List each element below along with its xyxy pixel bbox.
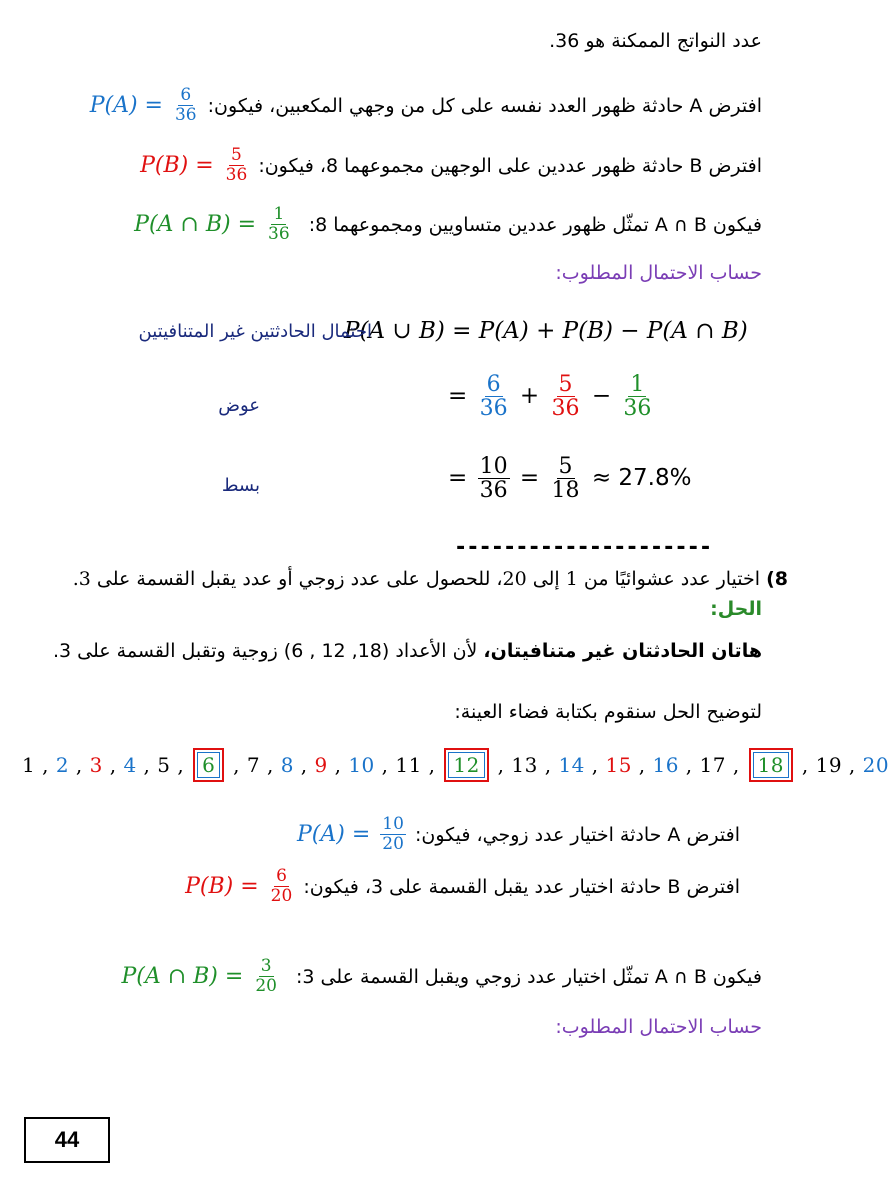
total-outcomes-line: عدد النواتج الممكنة هو 36. xyxy=(549,30,762,52)
q8-event-a-line: افترض A حادثة اختيار عدد زوجي، فيكون: P(A) = $\frac{10}{20}$ xyxy=(297,814,740,854)
required-probability-heading: حساب الاحتمال المطلوب: xyxy=(555,262,762,284)
sample-value: 8 xyxy=(280,753,294,777)
sample-value: 12 xyxy=(444,748,488,782)
sample-value: 9 xyxy=(314,753,328,777)
sample-value: 1 xyxy=(22,753,36,777)
sample-separator: , xyxy=(327,753,349,777)
substitution-line: = $\frac{6}{36}$ + $\frac{5}{36}$ − $\frac{1}{36}$ xyxy=(448,372,652,422)
sample-value: 14 xyxy=(558,753,585,777)
sample-separator: , xyxy=(584,753,606,777)
sample-space-list xyxy=(22,748,889,782)
sample-separator: , xyxy=(136,753,158,777)
sample-value: 3 xyxy=(89,753,103,777)
intersection-text: فيكون A ∩ B تمثّل ظهور عددين متساويين ومجموعهما 8: xyxy=(308,213,762,236)
section-separator: --------------------- xyxy=(454,535,712,560)
question-number: 8) xyxy=(766,568,788,590)
simplify-line: = $\frac{10}{36}$ = $\frac{5}{18}$ ≈ 27.8% xyxy=(448,454,692,504)
sample-value: 2 xyxy=(55,753,70,777)
event-b-probability: P(B) = $\frac{5}{36}$ xyxy=(140,145,248,185)
sample-value: 4 xyxy=(123,753,137,777)
union-formula-note: احتمال الحادثتين غير المتنافيتين xyxy=(138,321,372,342)
q8-required-probability-heading: حساب الاحتمال المطلوب: xyxy=(555,1016,762,1038)
event-b-line xyxy=(140,147,762,185)
sample-separator: , xyxy=(374,753,396,777)
sample-separator: , xyxy=(69,753,90,777)
sample-separator: , xyxy=(631,753,653,777)
sample-separator: , xyxy=(678,753,700,777)
sample-separator: , xyxy=(842,753,863,777)
sample-value: 6 xyxy=(193,748,224,782)
sample-separator: , xyxy=(537,753,559,777)
event-a-line xyxy=(90,87,762,125)
event-a-probability: P(A) = $\frac{6}{36}$ xyxy=(89,85,197,125)
question-8 xyxy=(73,568,788,590)
sample-space-intro: لتوضيح الحل سنقوم بكتابة فضاء العينة: xyxy=(454,701,762,723)
not-mutually-exclusive-claim: هاتان الحادثتان غير متنافيتان، لأن الأعداد (18, 12 , 6) زوجية وتقبل القسمة على 3. xyxy=(52,640,762,662)
sample-value: 15 xyxy=(605,753,632,777)
event-a-text: افترض A حادثة ظهور العدد نفسه على كل من وجهي المكعبين، فيكون: xyxy=(207,94,762,117)
sample-separator: , xyxy=(293,753,315,777)
sample-value: 11 xyxy=(395,753,422,777)
sample-separator: , xyxy=(102,753,124,777)
simplify-note: بسط xyxy=(221,475,260,496)
intersection-probability: P(A ∩ B) = $\frac{1}{36}$ xyxy=(134,204,290,244)
sample-value: 7 xyxy=(246,753,261,777)
sample-separator: , xyxy=(35,753,56,777)
sample-value: 13 xyxy=(511,753,538,777)
question-text: اختيار عدد عشوائيًا من 1 إلى 20، للحصول على عدد زوجي أو عدد يقبل القسمة على 3. xyxy=(72,568,761,590)
sample-value: 16 xyxy=(652,753,679,777)
sample-value: 10 xyxy=(348,753,375,777)
sample-separator: , xyxy=(260,753,281,777)
sample-value: 17 xyxy=(699,753,726,777)
event-b-text: افترض B حادثة ظهور عددين على الوجهين مجموعهما 8، فيكون: xyxy=(258,154,762,177)
intersection-line xyxy=(134,206,762,244)
sample-separator: , xyxy=(421,753,443,777)
union-formula: P(A ∪ B) = P(A) + P(B) − P(A ∩ B) xyxy=(344,318,748,344)
substitute-note: عوض xyxy=(218,395,260,416)
sample-value: 18 xyxy=(749,748,793,782)
sample-value: 5 xyxy=(157,753,171,777)
sample-separator: , xyxy=(170,753,192,777)
sample-value: 19 xyxy=(815,753,843,777)
sample-value: 20 xyxy=(862,753,889,777)
sample-separator: , xyxy=(725,753,747,777)
q8-intersection-line: فيكون A ∩ B تمثّل اختيار عدد زوجي ويقبل القسمة على 3: P(A ∩ B) = $\frac{3}{20}$ xyxy=(121,956,762,996)
solution-label: الحل: xyxy=(710,598,762,620)
q8-event-b-line: افترض B حادثة اختيار عدد يقبل القسمة على 3، فيكون: P(B) = $\frac{6}{20}$ xyxy=(185,866,740,906)
sample-separator: , xyxy=(226,753,247,777)
sample-separator: , xyxy=(490,753,512,777)
sample-separator: , xyxy=(795,753,816,777)
page-number: 44 xyxy=(24,1117,110,1163)
